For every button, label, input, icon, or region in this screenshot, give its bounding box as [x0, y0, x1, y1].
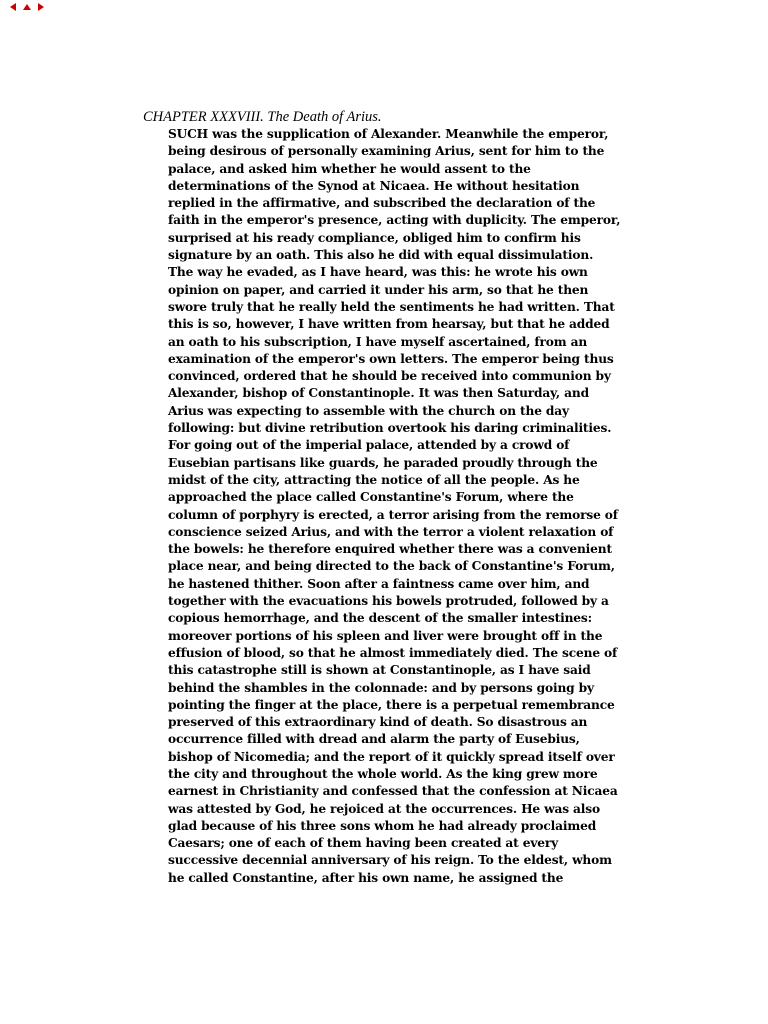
body-line: swore truly that he really held the sentiments he had written. That — [168, 299, 615, 314]
chapter-title: CHAPTER XXXVIII. The Death of Arius. — [143, 109, 382, 125]
body-line: Arius was expecting to assemble with the church on the day — [168, 403, 569, 418]
chapter-body — [168, 126, 621, 887]
body-line: successive decennial anniversary of his reign. To the eldest, whom — [168, 853, 612, 868]
prev-arrow-icon[interactable] — [8, 2, 18, 12]
body-line: surprised at his ready compliance, obliged him to confirm his — [168, 230, 581, 245]
body-line: replied in the affirmative, and subscribed the declaration of the — [168, 196, 596, 211]
body-line: together with the evacuations his bowels protruded, followed by a — [168, 594, 609, 609]
body-line: behind the shambles in the colonnade: and by persons going by — [168, 680, 594, 695]
body-line: this is so, however, I have written from hearsay, but that he added — [168, 317, 610, 332]
body-line: moreover portions of his spleen and liver were brought off in the — [168, 628, 603, 643]
body-line: he called Constantine, after his own name, he assigned the — [168, 870, 564, 885]
body-line: was attested by God, he rejoiced at the occurrences. He was also — [168, 801, 600, 816]
body-line: this catastrophe still is shown at Constantinople, as I have said — [168, 663, 591, 678]
body-line: pointing the finger at the place, there is a perpetual remembrance — [168, 697, 615, 712]
body-line: Alexander, bishop of Constantinople. It was then Saturday, and — [168, 386, 589, 401]
body-line: conscience seized Arius, and with the terror a violent relaxation of — [168, 524, 614, 539]
body-line: an oath to his subscription, I have myself ascertained, from an — [168, 334, 588, 349]
body-line: For going out of the imperial palace, attended by a crowd of — [168, 438, 570, 453]
body-line: place near, and being directed to the back of Constantine's Forum, — [168, 559, 615, 574]
body-line: examination of the emperor's own letters. The emperor being thus — [168, 351, 614, 366]
body-line: column of porphyry is erected, a terror arising from the remorse of — [168, 507, 618, 522]
body-line: bishop of Nicomedia; and the report of it quickly spread itself over — [168, 749, 615, 764]
body-line: earnest in Christianity and confessed that the confession at Nicaea — [168, 784, 618, 799]
body-line: opinion on paper, and carried it under his arm, so that he then — [168, 282, 589, 297]
body-line: effusion of blood, so that he almost immediately died. The scene of — [168, 645, 618, 660]
body-line: copious hemorrhage, and the descent of the smaller intestines: — [168, 611, 592, 626]
body-line: SUCH was the supplication of Alexander. Meanwhile the emperor, — [168, 127, 609, 141]
body-line: he hastened thither. Soon after a faintness came over him, and — [168, 576, 590, 591]
body-line: faith in the emperor's presence, acting with duplicity. The emperor, — [168, 213, 621, 228]
up-arrow-icon[interactable] — [22, 2, 32, 12]
body-line: preserved of this extraordinary kind of death. So disastrous an — [168, 715, 588, 730]
body-line: following: but divine retribution overtook his daring criminalities. — [168, 421, 612, 436]
body-line: occurrence filled with dread and alarm the party of Eusebius, — [168, 732, 580, 747]
body-line: approached the place called Constantine's Forum, where the — [168, 490, 574, 505]
body-line: Eusebian partisans like guards, he paraded proudly through the — [168, 455, 598, 470]
body-line: being desirous of personally examining Arius, sent for him to the — [168, 144, 605, 159]
body-line: The way he evaded, as I have heard, was this: he wrote his own — [168, 265, 588, 280]
body-line: determinations of the Synod at Nicaea. He without hesitation — [168, 178, 580, 193]
body-line: Caesars; one of each of them having been created at every — [168, 836, 559, 851]
next-arrow-icon[interactable] — [36, 2, 46, 12]
body-line: the city and throughout the whole world. As the king grew more — [168, 766, 598, 781]
body-line: the bowels: he therefore enquired whether there was a convenient — [168, 542, 612, 557]
body-line: signature by an oath. This also he did with equal dissimulation. — [168, 248, 594, 263]
body-line: palace, and asked him whether he would assent to the — [168, 161, 531, 176]
body-line: midst of the city, attracting the notice of all the people. As he — [168, 472, 580, 487]
body-line: convinced, ordered that he should be received into communion by — [168, 369, 611, 384]
navigation-bar — [8, 2, 46, 12]
body-line: glad because of his three sons whom he had already proclaimed — [168, 818, 597, 833]
